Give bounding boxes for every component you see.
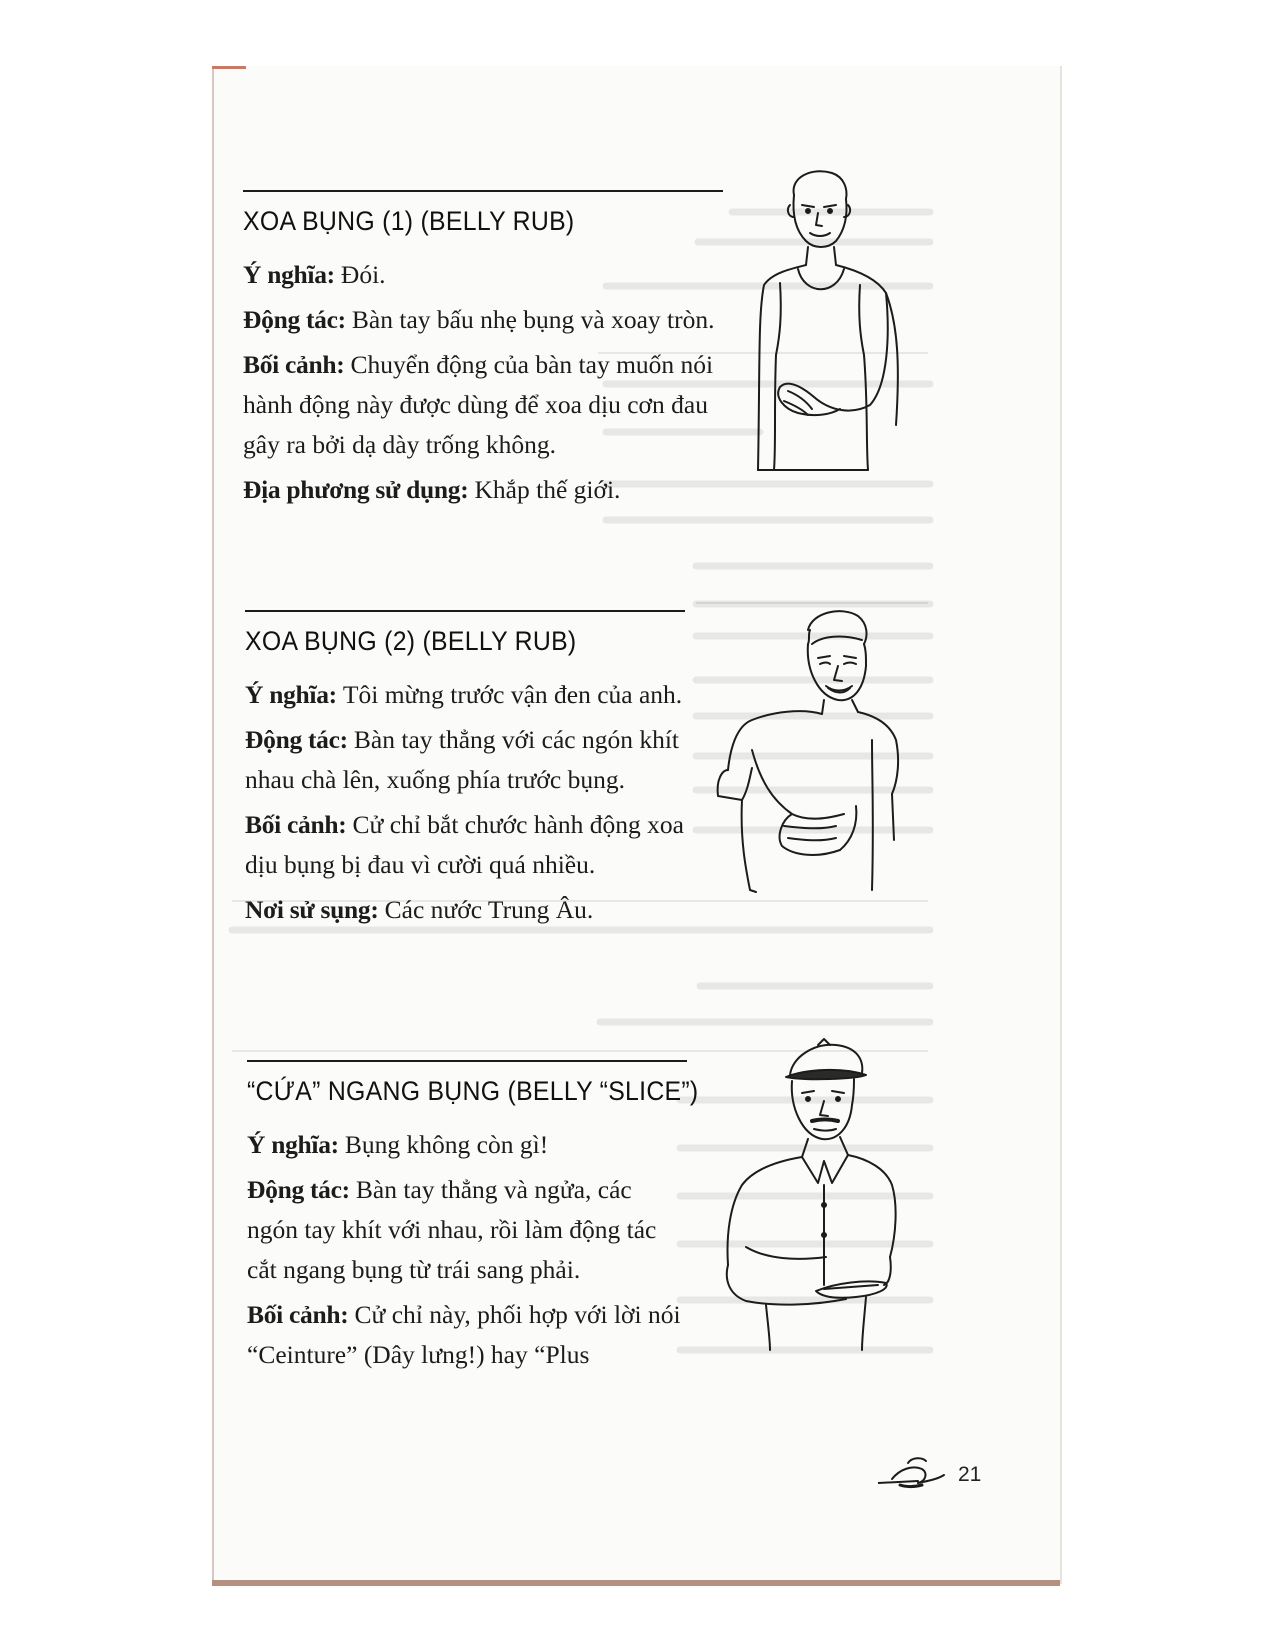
page-number-ornament-icon [878,1455,956,1491]
region-field: Địa phương sử dụng: Khắp thế giới. [243,475,621,504]
field-text: Cử chỉ này, phối hợp với lời nói “Ceinture” (Dây lưng!) hay “Plus [247,1300,681,1369]
region-field: Nơi sử sụng: Các nước Trung Âu. [245,895,594,924]
field-label: Động tác [245,725,340,754]
field-text: Đói. [340,260,386,289]
field-text: Khắp thế giới. [474,475,621,504]
page-number: 21 [958,1463,982,1486]
section-divider [243,190,723,192]
field-text: Chuyển động của bàn tay muốn nói hành động này được dùng để xoa dịu cơn đau gây ra bởi dạ dày trống không. [243,350,714,459]
field-label: Địa phương sử dụng [243,475,461,504]
field-label: Bối cảnh [247,1300,341,1329]
field-text: Bụng không còn gì! [344,1130,549,1159]
meaning-field: Ý nghĩa: Bụng không còn gì! [247,1130,549,1159]
entry-belly-rub-2 [245,610,685,935]
context-field: Bối cảnh: Chuyển động của bàn tay muốn nói hành động này được dùng để xoa dịu cơn đau gây ra bởi dạ dày trống không. [243,350,714,459]
entry-belly-slice [247,1060,699,1380]
context-field: Bối cảnh: Cử chỉ này, phối hợp với lời nói “Ceinture” (Dây lưng!) hay “Plus [247,1300,681,1369]
field-label: Ý nghĩa [247,1130,331,1159]
section-divider [247,1060,687,1062]
entry-title: XOA BỤNG (1) (BELLY RUB) [243,206,575,236]
field-label: Bối cảnh [243,350,337,379]
action-field: Động tác: Bàn tay thẳng với các ngón khít nhau chà lên, xuống phía trước bụng. [245,725,679,794]
field-label: Bối cảnh [245,810,339,839]
entry-title: “CỨA” NGANG BỤNG (BELLY “SLICE”) [247,1076,699,1106]
action-field: Động tác: Bàn tay thẳng và ngửa, các ngón tay khít với nhau, rồi làm động tác cắt ngang bụng từ trái sang phải. [247,1175,657,1284]
field-text: Các nước Trung Âu. [384,895,594,924]
entry-belly-rub-1 [243,190,723,515]
field-text: Tôi mừng trước vận đen của anh. [342,680,683,709]
meaning-field: Ý nghĩa: Tôi mừng trước vận đen của anh. [245,680,683,709]
section-divider [245,610,685,612]
entry-title: XOA BỤNG (2) (BELLY RUB) [245,626,577,656]
field-text: Bàn tay thẳng và ngửa, các ngón tay khít với nhau, rồi làm động tác cắt ngang bụng từ trái sang phải. [247,1175,657,1284]
field-label: Nơi sử sụng [245,895,371,924]
meaning-field: Ý nghĩa: Đói. [243,260,386,289]
field-text: Cử chỉ bắt chước hành động xoa dịu bụng bị đau vì cười quá nhiều. [245,810,684,879]
context-field: Bối cảnh: Cử chỉ bắt chước hành động xoa dịu bụng bị đau vì cười quá nhiều. [245,810,684,879]
illustration-man-in-cap [706,1035,906,1355]
illustration-smiling-man [712,600,912,900]
field-text: Bàn tay thẳng với các ngón khít nhau chà lên, xuống phía trước bụng. [245,725,679,794]
field-label: Động tác [247,1175,342,1204]
action-field: Động tác: Bàn tay bấu nhẹ bụng và xoay tròn. [243,305,715,334]
field-label: Ý nghĩa [243,260,327,289]
field-label: Động tác [243,305,338,334]
field-label: Ý nghĩa [245,680,329,709]
illustration-man-undershirt [740,165,910,480]
field-text: Bàn tay bấu nhẹ bụng và xoay tròn. [351,305,715,334]
